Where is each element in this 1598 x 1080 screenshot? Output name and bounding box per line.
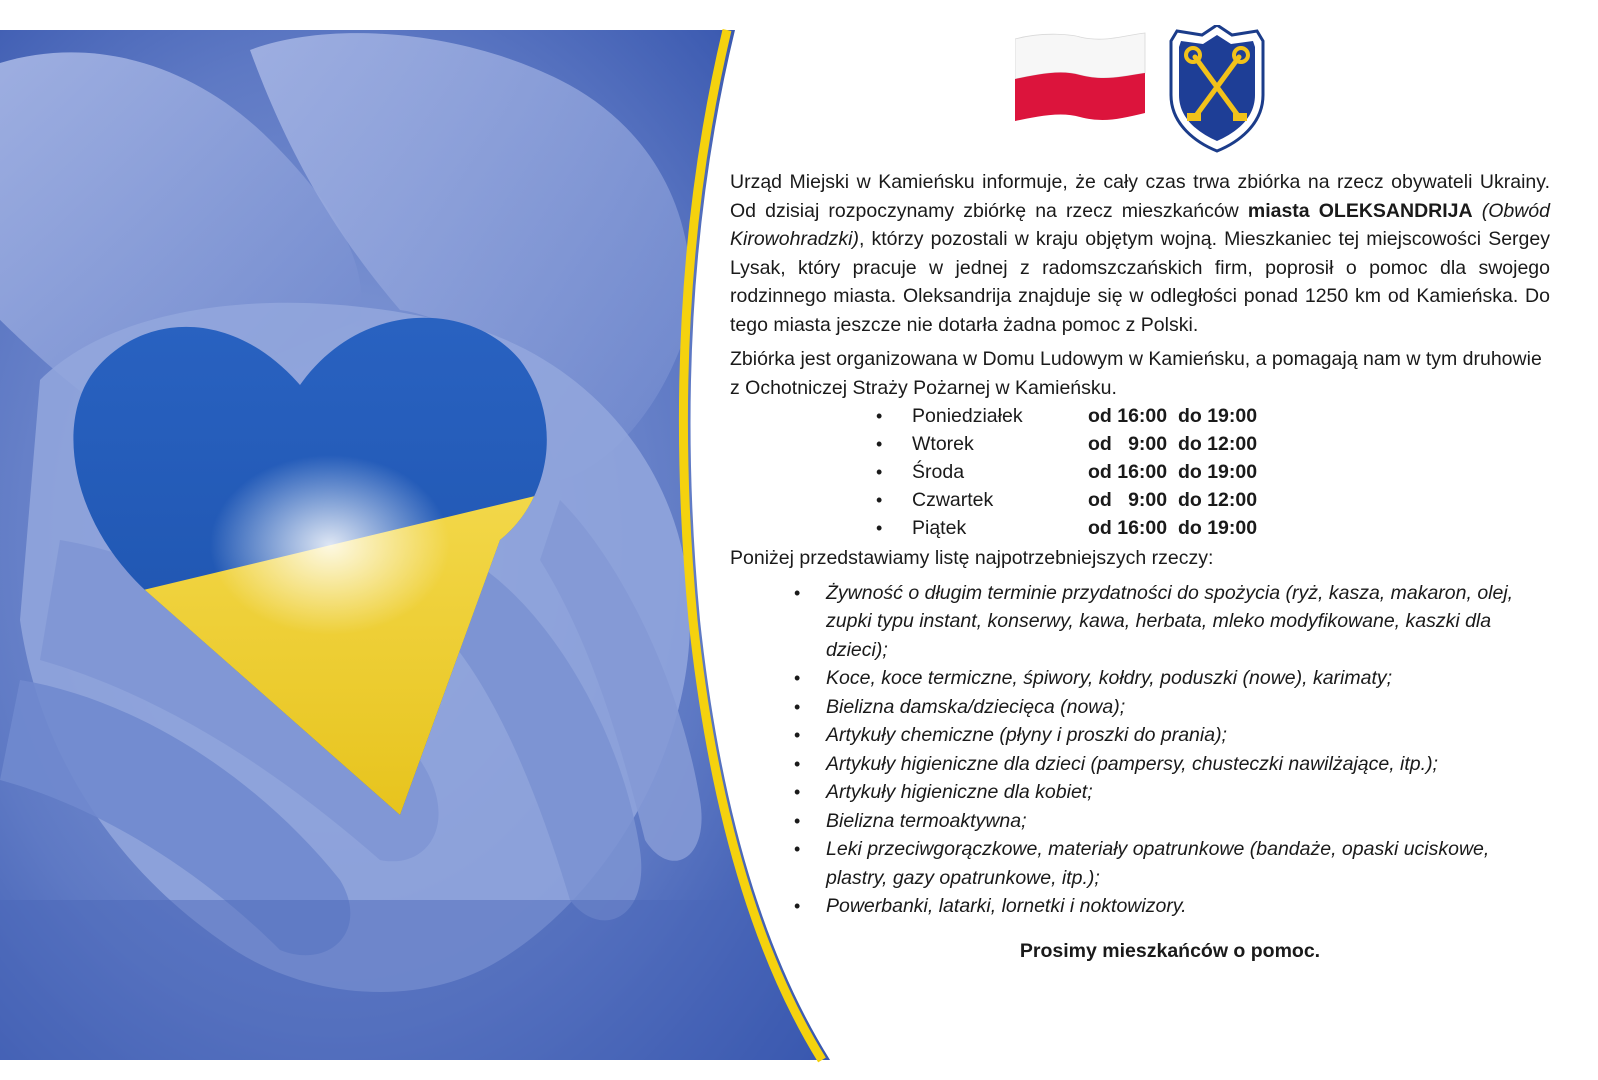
city-name: miasta OLEKSANDRIJA <box>1247 199 1473 222</box>
schedule-day: Czwartek <box>912 488 994 511</box>
needs-item: • Powerbanki, latarki, lornetki i noktowizory. <box>794 895 1187 917</box>
kamiensk-coat-of-arms-icon <box>1171 25 1263 151</box>
needs-item: • Artykuły higieniczne dla kobiet; <box>794 781 1093 803</box>
needs-item: • Żywność o długim terminie przydatności do spożycia (ryż, kasza, makaron, olej, zupki typu instant, konserwy, kawa, herbata, mleko modyfikowane, kaszki dla dzieci); <box>794 581 1514 661</box>
intro-text-a: Urząd Miejski w Kamieńsku informuje, że cały czas trwa zbiórka na rzecz obywateli Ukrainy. Od dzisiaj rozpoczynamy zbiórkę na rzecz mieszkańców <box>730 171 1550 222</box>
schedule-day: Środa <box>912 460 965 483</box>
schedule-hours: od 16:00 do 19:00 <box>1088 404 1258 427</box>
poland-flag-icon <box>1015 33 1145 121</box>
closing-appeal: Prosimy mieszkańców o pomoc. <box>1019 939 1321 962</box>
header-emblems <box>1015 25 1315 155</box>
intro-paragraph <box>730 168 1550 339</box>
needs-item: • Koce, koce termiczne, śpiwory, kołdry, poduszki (nowe), karimaty; <box>794 667 1393 689</box>
schedule-row: • Czwartek od 9:00 do 12:00 <box>876 486 1550 514</box>
needs-item: • Bielizna termoaktywna; <box>794 809 1027 832</box>
schedule-hours: od 16:00 do 19:00 <box>1088 516 1258 539</box>
schedule-row: • Poniedziałek od 16:00 do 19:00 <box>876 402 1550 430</box>
schedule-day: Wtorek <box>912 432 974 455</box>
announcement-text <box>730 168 1550 965</box>
needs-item: • Leki przeciwgorączkowe, materiały opatrunkowe (bandaże, opaski uciskowe, plastry, gazy opatrunkowe, itp.); <box>794 838 1490 889</box>
schedule-row: • Piątek od 16:00 do 19:00 <box>876 514 1550 542</box>
schedule-list <box>730 402 1550 542</box>
oblast-name: (Obwód Kirowohradzki) <box>730 199 1550 250</box>
needs-item: • Artykuły higieniczne dla dzieci (pampersy, chusteczki nawilżające, itp.); <box>794 752 1438 775</box>
schedule-row: • Środa od 16:00 do 19:00 <box>876 458 1550 486</box>
schedule-row: • Wtorek od 9:00 do 12:00 <box>876 430 1550 458</box>
location-paragraph: Zbiórka jest organizowana w Domu Ludowym w Kamieńsku, a pomagają nam w tym druhowie z Ochotniczej Straży Pożarnej w Kamieńsku. <box>730 348 1542 399</box>
needs-item: • Artykuły chemiczne (płyny i proszki do prania); <box>794 724 1227 746</box>
schedule-hours: od 9:00 do 12:00 <box>1088 432 1258 455</box>
schedule-hours: od 16:00 do 19:00 <box>1088 460 1258 483</box>
intro-text-b: , którzy pozostali w kraju objętym wojną. Mieszkaniec tej miejscowości Sergey Lysak, który pracuje w jednej z radomszczańskich firm, poprosił o pomoc dla swojego rodzinnego miasta. Oleksandrija znajduje się w odległości ponad 1250 km od Kamieńska. Do tego miasta jeszcze nie dotarła żadna pomoc z Polski. <box>730 228 1550 336</box>
schedule-hours: od 9:00 do 12:00 <box>1088 488 1258 511</box>
needs-intro: Poniżej przedstawiamy listę najpotrzebniejszych rzeczy: <box>730 547 1214 569</box>
needs-list <box>730 579 1550 921</box>
needs-item: • Bielizna damska/dziecięca (nowa); <box>794 695 1126 718</box>
schedule-day: Poniedziałek <box>912 404 1023 427</box>
schedule-day: Piątek <box>912 516 967 539</box>
